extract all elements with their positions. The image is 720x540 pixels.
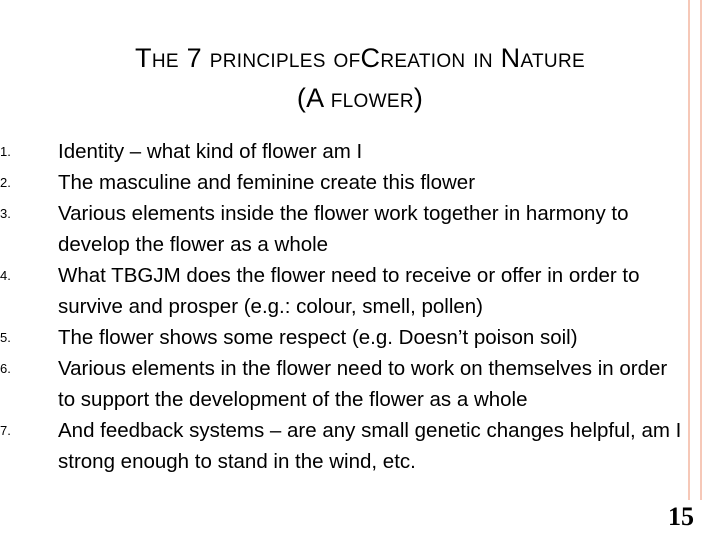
list-number: 3.: [0, 206, 11, 221]
list-number: 1.: [0, 144, 11, 159]
title-line-2: (A flower): [296, 83, 424, 113]
list-text: The flower shows some respect (e.g. Doesn’t poison soil): [58, 326, 578, 349]
list-number: 6.: [0, 361, 11, 376]
list-text: And feedback systems – are any small genetic changes helpful, am I strong enough to stand in the wind, etc.: [58, 419, 682, 473]
list-item: [0, 198, 690, 260]
list-text: Various elements inside the flower work together in harmony to develop the flower as a whole: [58, 202, 629, 256]
list-number: 5.: [0, 330, 11, 345]
decorative-border: [688, 0, 702, 500]
list-item: [0, 322, 690, 353]
list-number: 4.: [0, 268, 11, 283]
list-text: Identity – what kind of flower am I: [58, 140, 363, 163]
list-number: 7.: [0, 423, 11, 438]
principles-list: [0, 136, 690, 477]
list-number: 2.: [0, 175, 11, 190]
list-text: The masculine and feminine create this flower: [58, 171, 476, 194]
list-item: [0, 415, 690, 477]
slide-title: [40, 38, 680, 118]
list-text: What TBGJM does the flower need to receive or offer in order to survive and prosper (e.g.: colour, smell, pollen): [58, 264, 640, 318]
list-item: [0, 167, 690, 198]
page-number: 15: [668, 502, 694, 531]
list-item: [0, 260, 690, 322]
list-item: [0, 136, 690, 167]
list-text: Various elements in the flower need to work on themselves in order to support the development of the flower as a whole: [58, 357, 668, 411]
list-item: [0, 353, 690, 415]
title-line-1: The 7 principles ofCreation in Nature: [135, 43, 585, 73]
